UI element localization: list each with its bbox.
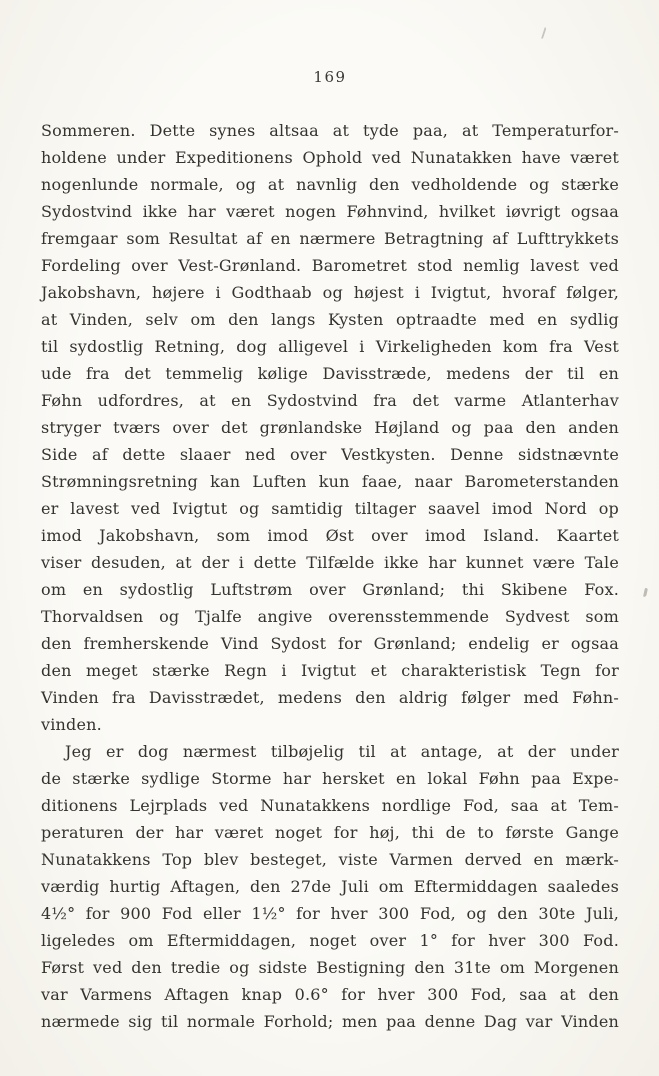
text-line: var Varmens Aftagen knap 0.6° for hver 300 Fod, saa at den [41, 985, 619, 1004]
text-line: Sommeren. Dette synes altsaa at tyde paa, at Temperaturfor- [41, 121, 619, 140]
text-line: Strømningsretning kan Luften kun faae, naar Barometerstanden [41, 472, 619, 491]
text-line: til sydostlig Retning, dog alligevel i Virkeligheden kom fra Vest [41, 337, 619, 356]
text-line: imod Jakobshavn, som imod Øst over imod Island. Kaartet [41, 526, 619, 545]
text-line: Fordeling over Vest-Grønland. Barometret stod nemlig lavest ved [41, 256, 619, 275]
text-line: Nunatakkens Top blev besteget, viste Varmen derved en mærk- [41, 850, 619, 869]
page-number: 169 [313, 68, 347, 86]
text-line: de stærke sydlige Storme har hersket en lokal Føhn paa Expe- [41, 769, 619, 788]
text-line: nogenlunde normale, og at navnlig den vedholdende og stærke [41, 175, 619, 194]
text-line: peraturen der har været noget for høj, thi de to første Gange [41, 823, 619, 842]
text-line: ditionens Lejrplads ved Nunatakkens nordlige Fod, saa at Tem- [41, 796, 619, 815]
text-line: Vinden fra Davisstrædet, medens den aldrig følger med Føhn- [41, 688, 619, 707]
text-line: 4½° for 900 Fod eller 1½° for hver 300 Fod, og den 30te Juli, [41, 904, 619, 923]
text-line: værdig hurtig Aftagen, den 27de Juli om Eftermiddagen saaledes [41, 877, 619, 896]
text-line: Thorvaldsen og Tjalfe angive overensstemmende Sydvest som [41, 607, 619, 626]
text-line: at Vinden, selv om den langs Kysten optraadte med en sydlig [41, 310, 619, 329]
paragraph [41, 738, 619, 1035]
text-line: stryger tværs over det grønlandske Højland og paa den anden [41, 418, 619, 437]
text-line: holdene under Expeditionens Ophold ved Nunatakken have været [41, 148, 619, 167]
text-line: om en sydostlig Luftstrøm over Grønland; thi Skibene Fox. [41, 580, 619, 599]
text-line: Side af dette slaaer ned over Vestkysten. Denne sidstnævnte [41, 445, 619, 464]
text-line: Føhn udfordres, at en Sydostvind fra det varme Atlanterhav [41, 391, 619, 410]
text-line: den fremherskende Vind Sydost for Grønland; endelig er ogsaa [41, 634, 619, 653]
text-line: Jeg er dog nærmest tilbøjelig til at antage, at der under [65, 742, 619, 761]
text-line: ligeledes om Eftermiddagen, noget over 1° for hver 300 Fod. [41, 931, 619, 950]
text-line: vinden. [41, 715, 102, 734]
paragraph [41, 117, 619, 738]
text-line: fremgaar som Resultat af en nærmere Betragtning af Lufttrykkets [41, 229, 619, 248]
text-line: nærmede sig til normale Forhold; men paa denne Dag var Vinden [41, 1012, 619, 1031]
text-line: Sydostvind ikke har været nogen Føhnvind, hvilket iøvrigt ogsaa [41, 202, 619, 221]
text-line: Først ved den tredie og sidste Bestigning den 31te om Morgenen [41, 958, 619, 977]
text-line: er lavest ved Ivigtut og samtidig tiltager saavel imod Nord op [41, 499, 619, 518]
text-line: viser desuden, at der i dette Tilfælde ikke har kunnet være Tale [41, 553, 619, 572]
text-line: ude fra det temmelig kølige Davisstræde, medens der til en [41, 364, 619, 383]
text-line: Jakobshavn, højere i Godthaab og højest i Ivigtut, hvoraf følger, [41, 283, 619, 302]
text-line: den meget stærke Regn i Ivigtut et charakteristisk Tegn for [41, 661, 619, 680]
body-text [41, 117, 619, 1035]
